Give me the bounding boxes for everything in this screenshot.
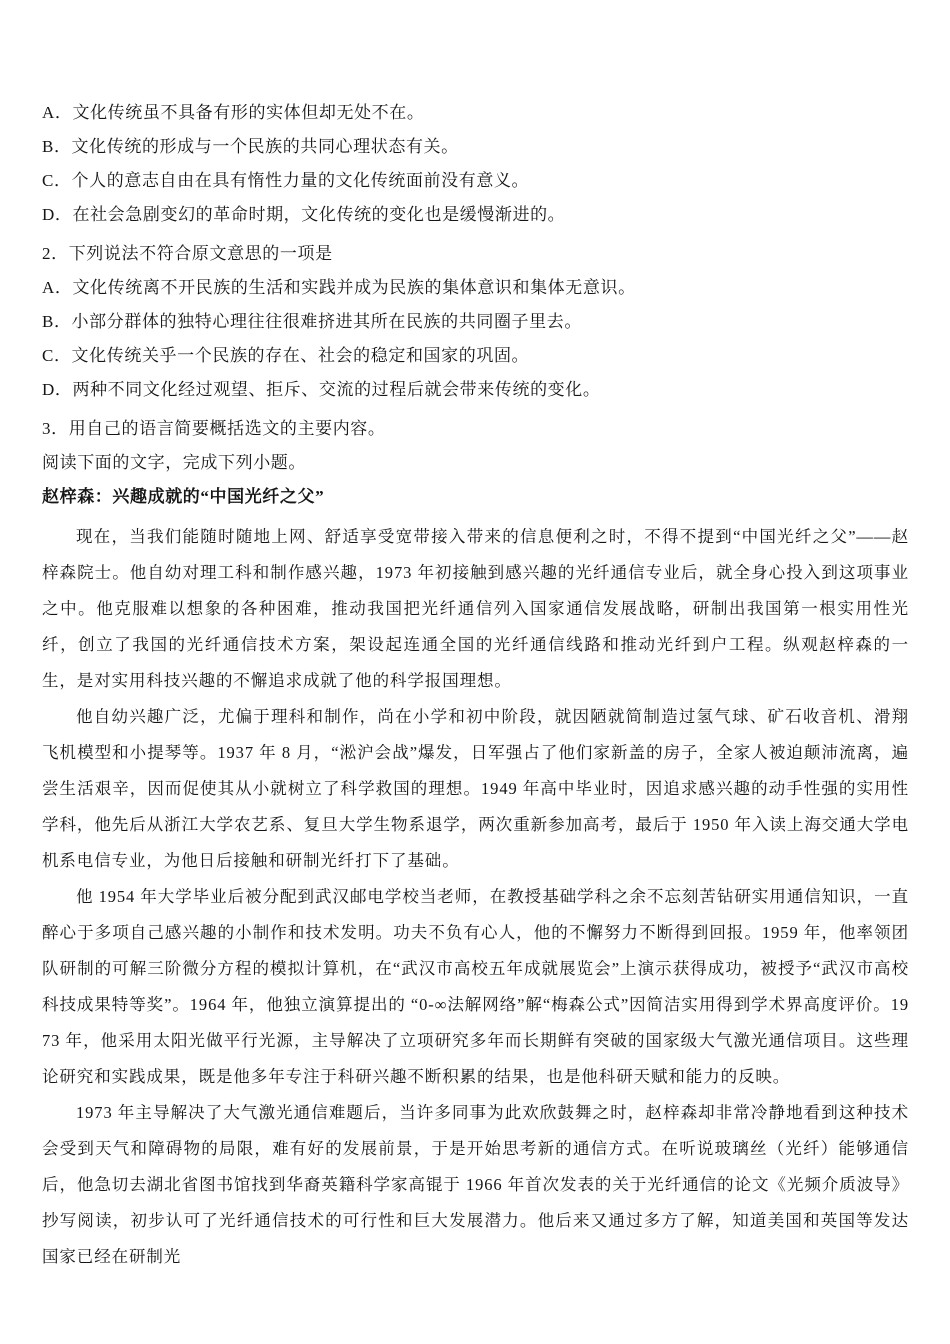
passage-paragraph-2: 他自幼兴趣广泛，尤偏于理科和制作，尚在小学和初中阶段，就因陋就简制造过氢气球、矿石收音机、滑翔飞机模型和小提琴等。1937 年 8 月，“淞沪会战”爆发，日军强占了他们家新盖的房子，全家人被迫颠沛流离，遍尝生活艰辛，因而促使其从小就树立了科学救国的理想。1949 年高中毕业时，因追求感兴趣的动手性强的实用性学科，他先后从浙江大学农艺系、复旦大学生物系退学，两次重新参加高考，最后于 1950 年入读上海交通大学电机系电信专业，为他日后接触和研制光纤打下了基础。 xyxy=(42,707,909,870)
q2-option-c: C．文化传统关乎一个民族的存在、社会的稳定和国家的巩固。 xyxy=(42,346,530,365)
question-2-stem: 2．下列说法不符合原文意思的一项是 xyxy=(42,244,333,263)
passage-paragraph-3: 他 1954 年大学毕业后被分配到武汉邮电学校当老师，在教授基础学科之余不忘刻苦钻研实用通信知识，一直醉心于多项自己感兴趣的小制作和技术发明。功夫不负有心人，他的不懈努力不断得到回报。1959 年，他率领团队研制的可解三阶微分方程的模拟计算机，在“武汉市高校五年成就展览会”上演示获得成功，被授予“武汉市高校科技成果特等奖”。1964 年，他独立演算提出的 “0-∞法解网络”解“梅森公式”因简洁实用得到学术界高度评价。1973 年，他采用太阳光做平行光源，主导解决了立项研究多年而长期鲜有突破的国家级大气激光通信项目。这些理论研究和实践成果，既是他多年专注于科研兴趣不断积累的结果，也是他科研天赋和能力的反映。 xyxy=(42,887,909,1086)
q1-option-b: B．文化传统的形成与一个民族的共同心理状态有关。 xyxy=(42,137,459,156)
passage-paragraph-1: 现在，当我们能随时随地上网、舒适享受宽带接入带来的信息便利之时，不得不提到“中国光纤之父”——赵梓森院士。他自幼对理工科和制作感兴趣，1973 年初接触到感兴趣的光纤通信专业后，就全身心投入到这项事业之中。他克服难以想象的各种困难，推动我国把光纤通信列入国家通信发展战略，研制出我国第一根实用性光纤，创立了我国的光纤通信技术方案，架设起连通全国的光纤通信线路和推动光纤到户工程。纵观赵梓森的一生，是对实用科技兴趣的不懈追求成就了他的科学报国理想。 xyxy=(42,527,909,690)
q2-option-d: D．两种不同文化经过观望、拒斥、交流的过程后就会带来传统的变化。 xyxy=(42,380,601,399)
q1-option-c: C．个人的意志自由在具有惰性力量的文化传统面前没有意义。 xyxy=(42,171,530,190)
passage-title: 赵梓森：兴趣成就的“中国光纤之父” xyxy=(42,487,325,506)
question-3-stem: 3．用自己的语言简要概括选文的主要内容。 xyxy=(42,419,386,438)
passage-paragraph-4: 1973 年主导解决了大气激光通信难题后，当许多同事为此欢欣鼓舞之时，赵梓森却非常冷静地看到这种技术会受到天气和障碍物的局限，难有好的发展前景，于是开始思考新的通信方式。在听说玻璃丝（光纤）能够通信后，他急切去湖北省图书馆找到华裔英籍科学家高锟于 1966 年首次发表的关于光纤通信的论文《光频介质波导》抄写阅读，初步认可了光纤通信技术的可行性和巨大发展潜力。他后来又通过多方了解，知道美国和英国等发达国家已经在研制光 xyxy=(42,1103,909,1266)
reading-instruction: 阅读下面的文字，完成下列小题。 xyxy=(42,453,306,472)
q1-option-d: D．在社会急剧变幻的革命时期，文化传统的变化也是缓慢渐进的。 xyxy=(42,205,566,224)
q2-option-a: A．文化传统离不开民族的生活和实践并成为民族的集体意识和集体无意识。 xyxy=(42,278,636,297)
q1-option-a: A．文化传统虽不具备有形的实体但却无处不在。 xyxy=(42,103,425,122)
q2-option-b: B．小部分群体的独特心理往往很难挤进其所在民族的共同圈子里去。 xyxy=(42,312,582,331)
